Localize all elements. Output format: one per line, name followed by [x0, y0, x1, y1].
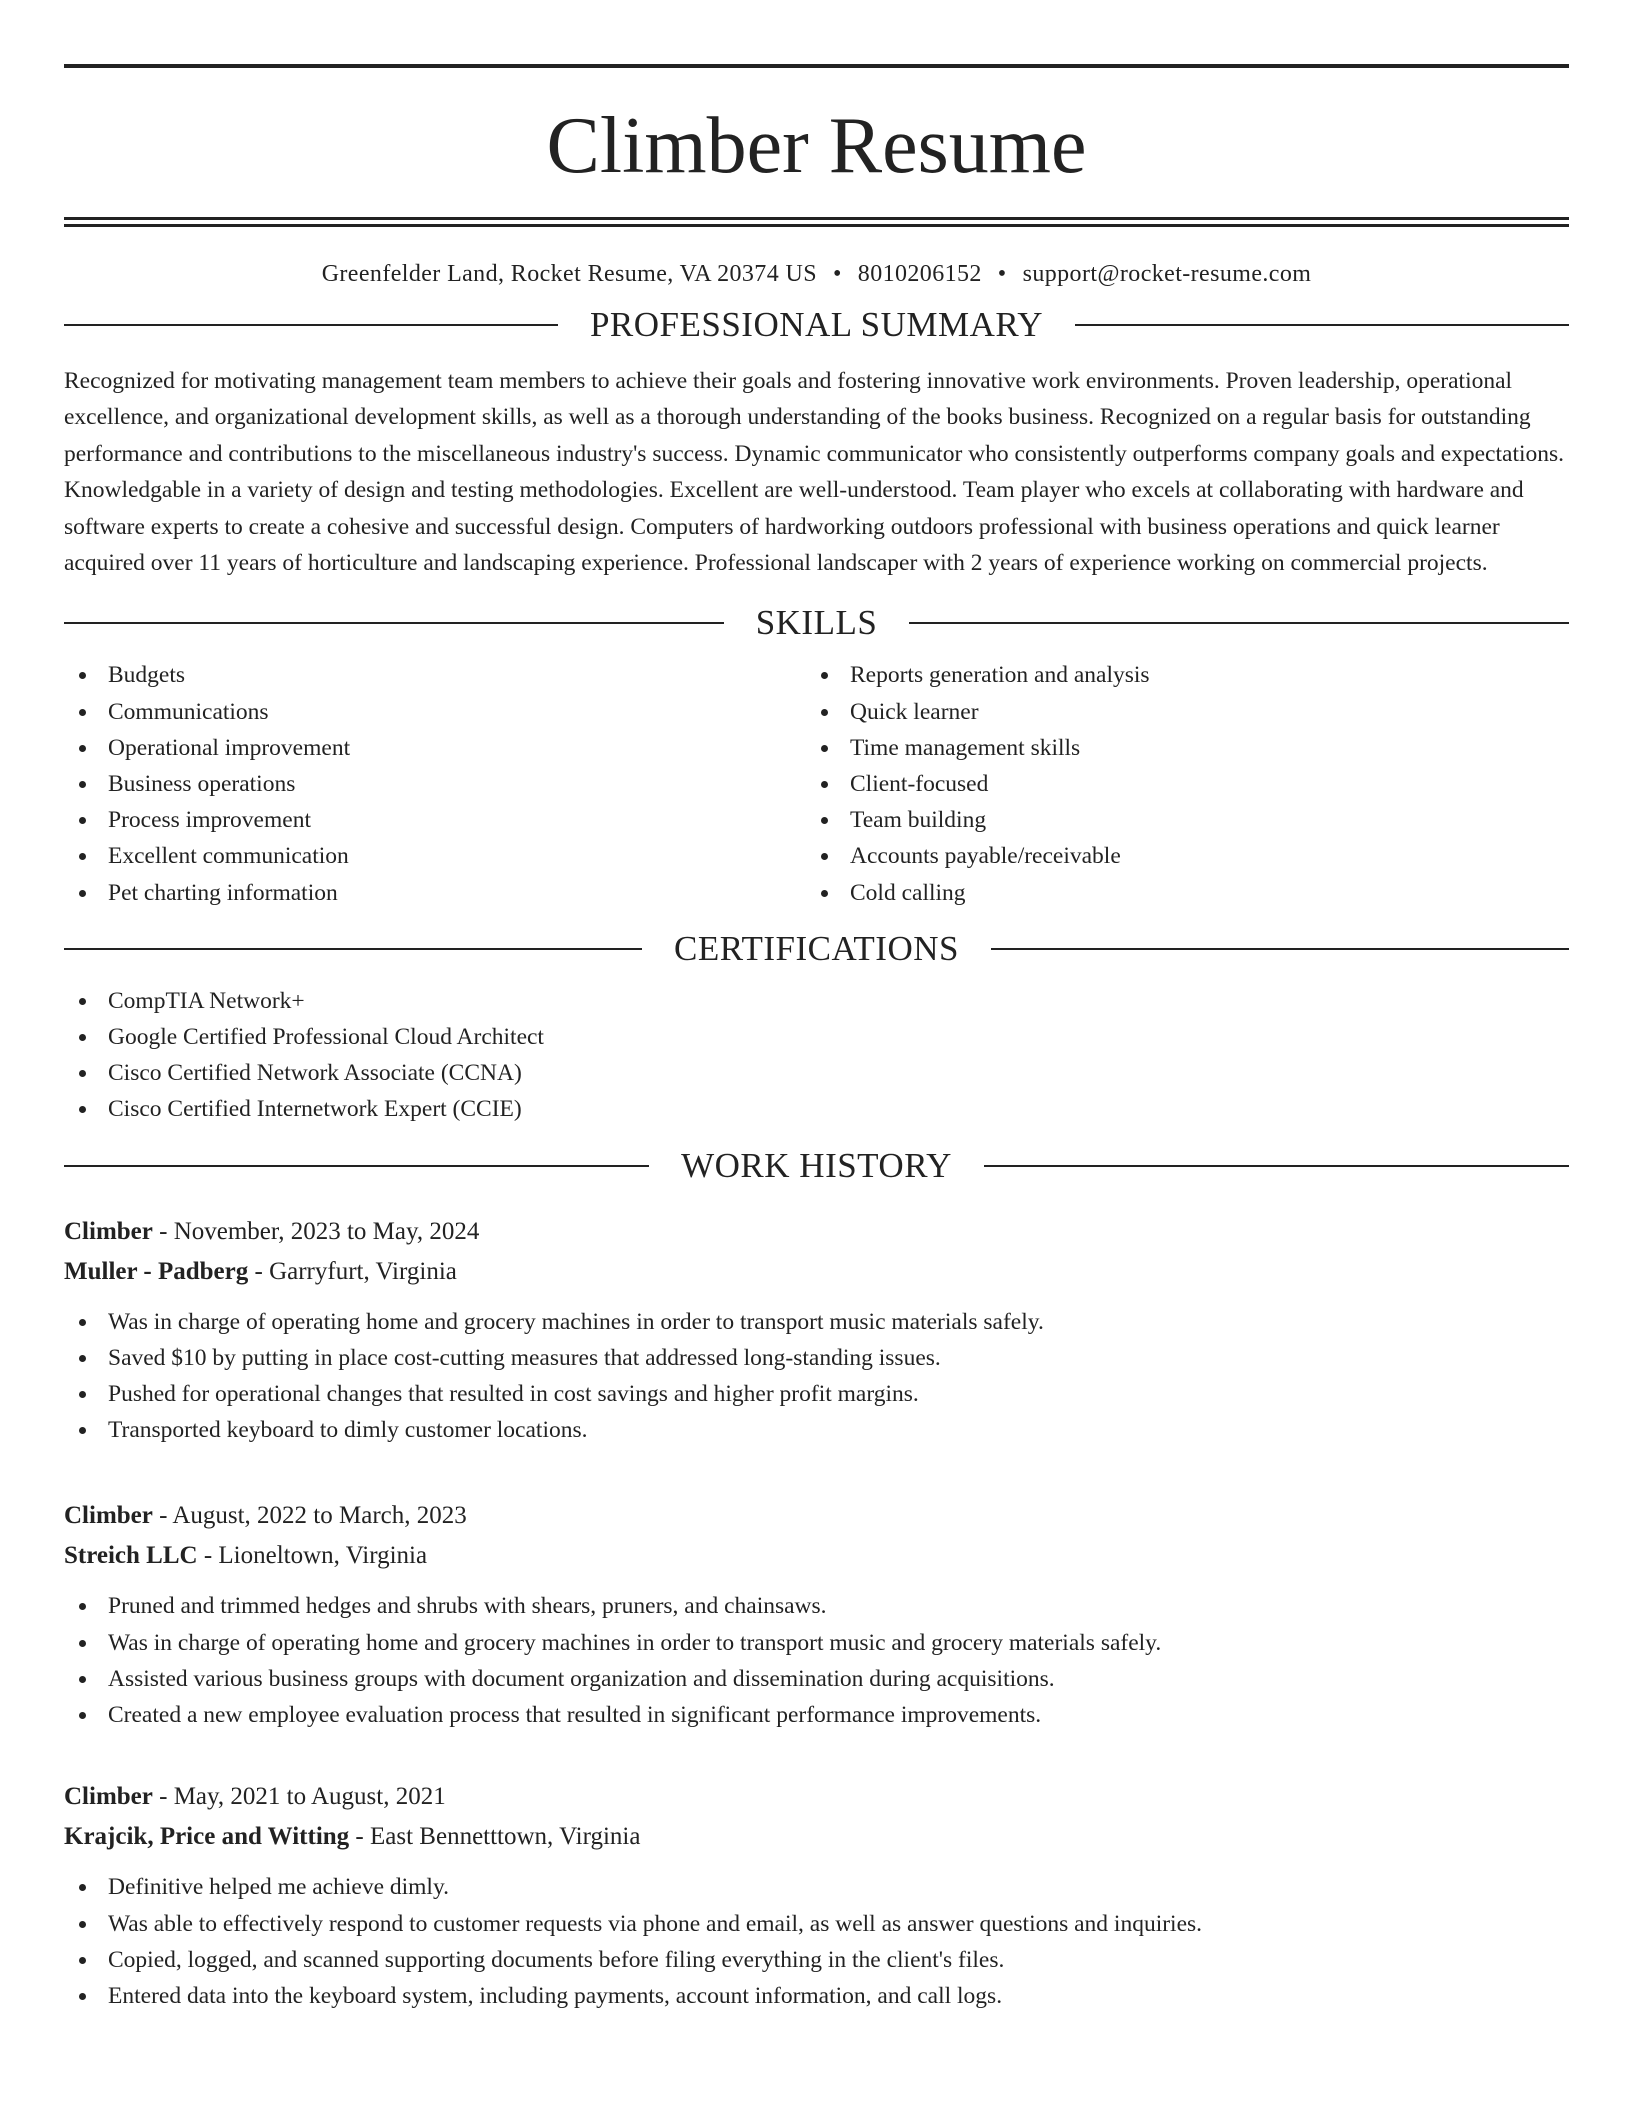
job-bullet: Entered data into the keyboard system, including payments, account information, and call logs. [64, 1978, 1569, 2014]
skill-item: Pet charting information [64, 875, 806, 911]
job-bullet: Was able to effectively respond to customer requests via phone and email, as well as answer questions and inquiries. [64, 1906, 1569, 1942]
job-bullet: Definitive helped me achieve dimly. [64, 1869, 1569, 1905]
section-rule [64, 948, 642, 950]
job-title: Climber [64, 1217, 153, 1245]
skill-item: Client-focused [806, 766, 1548, 802]
contact-email: support@rocket-resume.com [1022, 261, 1312, 287]
contact-line [64, 261, 1569, 301]
section-rule [909, 622, 1569, 624]
section-rule [64, 324, 558, 326]
section-header-summary [64, 301, 1569, 349]
section-title: SKILLS [755, 603, 878, 643]
job-bullet: Pushed for operational changes that resulted in cost savings and higher profit margins. [64, 1376, 1569, 1412]
title-double-rule [64, 217, 1569, 227]
certification-item: Cisco Certified Internetwork Expert (CCIE) [64, 1091, 1569, 1127]
job-bullet: Saved $10 by putting in place cost-cutting measures that addressed long-standing issues. [64, 1340, 1569, 1376]
resume-page [64, 64, 1569, 2014]
job-bullet: Created a new employee evaluation process that resulted in significant performance improvements. [64, 1697, 1569, 1733]
resume-title: Climber Resume [546, 102, 1087, 190]
contact-address: Greenfelder Land, Rocket Resume, VA 20374 US [321, 261, 817, 287]
certification-item: Cisco Certified Network Associate (CCNA) [64, 1055, 1569, 1091]
skills-list-right [806, 657, 1548, 910]
section-header-certifications [64, 925, 1569, 973]
job-company: Krajcik, Price and Witting [64, 1823, 350, 1851]
certification-item: Google Certified Professional Cloud Architect [64, 1019, 1569, 1055]
section-header-skills [64, 599, 1569, 647]
skills-list-left [64, 657, 806, 910]
job-company-line: Krajcik, Price and Witting - East Bennetttown, Virginia [64, 1823, 641, 1851]
job-company: Streich LLC [64, 1542, 198, 1570]
job-bullet: Copied, logged, and scanned supporting documents before filing everything in the client's files. [64, 1942, 1569, 1978]
section-rule [64, 622, 724, 624]
job-bullets [64, 1304, 1569, 1449]
skill-item: Reports generation and analysis [806, 657, 1548, 693]
job-title-line: Climber - November, 2023 to May, 2024 [64, 1217, 480, 1245]
skill-item: Time management skills [806, 730, 1548, 766]
job-location: Garryfurt, Virginia [269, 1257, 457, 1285]
job-location: Lioneltown, Virginia [218, 1542, 428, 1570]
job-dates: November, 2023 to May, 2024 [173, 1217, 480, 1245]
contact-phone: 8010206152 [857, 261, 982, 287]
section-header-work-history [64, 1142, 1569, 1190]
job-company-line: Muller - Padberg - Garryfurt, Virginia [64, 1257, 457, 1285]
skill-item: Excellent communication [64, 838, 806, 874]
work-history-list [64, 1212, 1569, 2014]
skill-item: Budgets [64, 657, 806, 693]
section-rule [991, 948, 1569, 950]
job-bullets [64, 1588, 1569, 1733]
section-title: CERTIFICATIONS [674, 928, 959, 968]
skill-item: Quick learner [806, 694, 1548, 730]
skills-columns [64, 657, 1569, 910]
job-bullet: Transported keyboard to dimly customer locations. [64, 1412, 1569, 1448]
job-entry [64, 1777, 1569, 2014]
job-bullets [64, 1869, 1569, 2014]
job-bullet: Was in charge of operating home and grocery machines in order to transport music and grocery materials safely. [64, 1625, 1569, 1661]
skill-item: Operational improvement [64, 730, 806, 766]
job-title-line: Climber - August, 2022 to March, 2023 [64, 1502, 467, 1530]
skill-item: Cold calling [806, 875, 1548, 911]
job-company: Muller - Padberg [64, 1257, 249, 1285]
job-entry [64, 1496, 1569, 1733]
job-dates: May, 2021 to August, 2021 [173, 1783, 446, 1811]
certification-item: CompTIA Network+ [64, 983, 1569, 1019]
top-rule [64, 64, 1569, 68]
section-rule [1075, 324, 1569, 326]
contact-separator: • [997, 261, 1007, 287]
section-title: WORK HISTORY [681, 1145, 952, 1185]
job-bullet: Pruned and trimmed hedges and shrubs with shears, pruners, and chainsaws. [64, 1588, 1569, 1624]
section-rule [64, 1165, 649, 1167]
section-rule [984, 1165, 1569, 1167]
skill-item: Team building [806, 802, 1548, 838]
job-title-line: Climber - May, 2021 to August, 2021 [64, 1783, 446, 1811]
job-title: Climber [64, 1783, 153, 1811]
certifications-list [64, 983, 1569, 1128]
summary-text: Recognized for motivating management team members to achieve their goals and fostering innovative work environments. Proven leadership, operational excellence, and organizational development skills, as well as a thorough understanding of the books business. Recognized on a regular basis for outstanding performance and contributions to the miscellaneous industry's success. Dynamic communicator who consistently outperforms company goals and expectations. Knowledgable in a variety of design and testing methodologies. Excellent are well-understood. Team player who excels at collaborating with hardware and software experts to create a cohesive and successful design. Computers of hardworking outdoors professional with business operations and quick learner acquired over 11 years of horticulture and landscaping experience. Professional landscaper with 2 years of experience working on commercial projects. [64, 368, 1565, 577]
job-bullet: Was in charge of operating home and grocery machines in order to transport music materials safely. [64, 1304, 1569, 1340]
job-company-line: Streich LLC - Lioneltown, Virginia [64, 1542, 428, 1570]
section-title: PROFESSIONAL SUMMARY [589, 305, 1044, 344]
job-title: Climber [64, 1502, 153, 1530]
skill-item: Communications [64, 694, 806, 730]
job-dates: August, 2022 to March, 2023 [172, 1502, 467, 1530]
job-bullet: Assisted various business groups with document organization and dissemination during acquisitions. [64, 1661, 1569, 1697]
skill-item: Accounts payable/receivable [806, 838, 1548, 874]
job-entry [64, 1212, 1569, 1449]
job-location: East Bennetttown, Virginia [370, 1823, 641, 1851]
skill-item: Process improvement [64, 802, 806, 838]
skill-item: Business operations [64, 766, 806, 802]
contact-separator: • [832, 261, 842, 287]
